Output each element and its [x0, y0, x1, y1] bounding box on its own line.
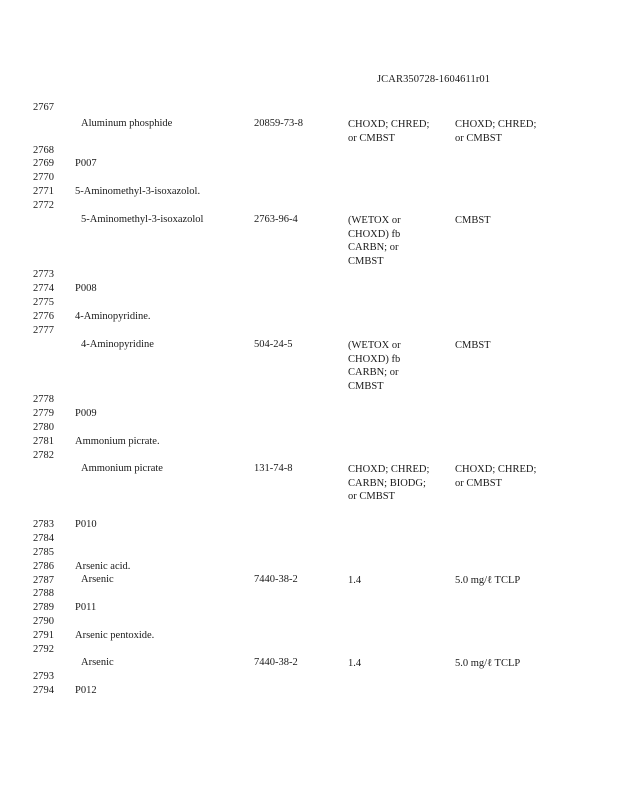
wastewater-standard-line: (WETOX or	[348, 215, 401, 226]
nonwastewater-standard-line: CHOXD; CHRED;	[455, 464, 537, 475]
nonwastewater-standard	[455, 463, 565, 490]
cas-number: 131-74-8	[254, 463, 293, 474]
wastewater-standard	[348, 657, 448, 671]
waste-name-heading: Ammonium picrate.	[75, 436, 160, 447]
line-number: 2790	[33, 616, 54, 627]
nonwastewater-standard-line: 5.0 mg/ℓ TCLP	[455, 658, 521, 669]
nonwastewater-standard	[455, 118, 565, 145]
line-number: 2784	[33, 533, 54, 544]
line-number: 2783	[33, 519, 54, 530]
nonwastewater-standard-line: CMBST	[455, 215, 491, 226]
wastewater-standard-line: CHOXD; CHRED;	[348, 464, 430, 475]
document-id-header: JCAR350728-1604611r01	[377, 74, 491, 85]
cas-number: 2763-96-4	[254, 214, 298, 225]
nonwastewater-standard-line: CMBST	[455, 340, 491, 351]
line-number: 2779	[33, 408, 54, 419]
cas-number: 20859-73-8	[254, 118, 303, 129]
waste-name-heading: Arsenic acid.	[75, 561, 131, 572]
wastewater-standard-line: (WETOX or	[348, 340, 401, 351]
wastewater-standard	[348, 214, 448, 268]
waste-code: P009	[75, 408, 97, 419]
waste-code: P007	[75, 158, 97, 169]
wastewater-standard-line: CHOXD) fb	[348, 228, 401, 240]
line-number: 2767	[33, 102, 54, 113]
cas-number: 504-24-5	[254, 339, 293, 350]
constituent-name: Aluminum phosphide	[81, 118, 173, 129]
line-number: 2771	[33, 186, 54, 197]
wastewater-standard	[348, 118, 448, 145]
cas-number: 7440-38-2	[254, 574, 298, 585]
constituent-name: 5-Aminomethyl-3-isoxazolol	[81, 214, 204, 225]
line-number: 2794	[33, 685, 54, 696]
line-number: 2789	[33, 602, 54, 613]
constituent-name: Arsenic	[81, 657, 114, 668]
line-number: 2769	[33, 158, 54, 169]
wastewater-standard	[348, 574, 448, 588]
line-number: 2768	[33, 145, 54, 156]
constituent-name: Arsenic	[81, 574, 114, 585]
line-number: 2776	[33, 311, 54, 322]
wastewater-standard-line: 1.4	[348, 575, 362, 586]
wastewater-standard-line: CMBST	[348, 255, 384, 267]
waste-name-heading: 5-Aminomethyl-3-isoxazolol.	[75, 186, 201, 197]
line-number: 2770	[33, 172, 54, 183]
waste-name-heading: 4-Aminopyridine.	[75, 311, 151, 322]
nonwastewater-standard	[455, 657, 565, 671]
nonwastewater-standard	[455, 574, 565, 588]
constituent-name: Ammonium picrate	[81, 463, 163, 474]
wastewater-standard-line: CHOXD; CHRED;	[348, 119, 430, 130]
line-number: 2788	[33, 588, 54, 599]
wastewater-standard-line: or CMBST	[348, 132, 395, 144]
line-number: 2774	[33, 283, 54, 294]
nonwastewater-standard-line: CHOXD; CHRED;	[455, 119, 537, 130]
wastewater-standard-line: CMBST	[348, 380, 384, 392]
wastewater-standard	[348, 463, 448, 504]
nonwastewater-standard-line: 5.0 mg/ℓ TCLP	[455, 575, 521, 586]
waste-code: P012	[75, 685, 97, 696]
line-number: 2777	[33, 325, 54, 336]
constituent-name: 4-Aminopyridine	[81, 339, 154, 350]
line-number: 2772	[33, 200, 54, 211]
waste-code: P008	[75, 283, 97, 294]
wastewater-standard-line: CARBN; or	[348, 242, 399, 253]
line-number: 2773	[33, 269, 54, 280]
line-number: 2793	[33, 671, 54, 682]
line-number: 2778	[33, 394, 54, 405]
line-number: 2787	[33, 575, 54, 586]
line-number: 2791	[33, 630, 54, 641]
wastewater-standard-line: CARBN; or	[348, 367, 399, 378]
line-number: 2775	[33, 297, 54, 308]
line-number: 2786	[33, 561, 54, 572]
nonwastewater-standard-line: or CMBST	[455, 477, 502, 489]
waste-code: P011	[75, 602, 97, 613]
line-number: 2780	[33, 422, 54, 433]
waste-code: P010	[75, 519, 97, 530]
waste-name-heading: Arsenic pentoxide.	[75, 630, 155, 641]
line-number: 2792	[33, 644, 54, 655]
wastewater-standard-line: 1.4	[348, 658, 362, 669]
wastewater-standard-line: CHOXD) fb	[348, 353, 401, 365]
nonwastewater-standard	[455, 214, 565, 228]
wastewater-standard-line: or CMBST	[348, 491, 395, 502]
cas-number: 7440-38-2	[254, 657, 298, 668]
wastewater-standard-line: CARBN; BIODG;	[348, 477, 426, 489]
line-number: 2782	[33, 450, 54, 461]
line-number: 2785	[33, 547, 54, 558]
nonwastewater-standard-line: or CMBST	[455, 132, 502, 144]
line-number: 2781	[33, 436, 54, 447]
nonwastewater-standard	[455, 339, 565, 353]
wastewater-standard	[348, 339, 448, 393]
